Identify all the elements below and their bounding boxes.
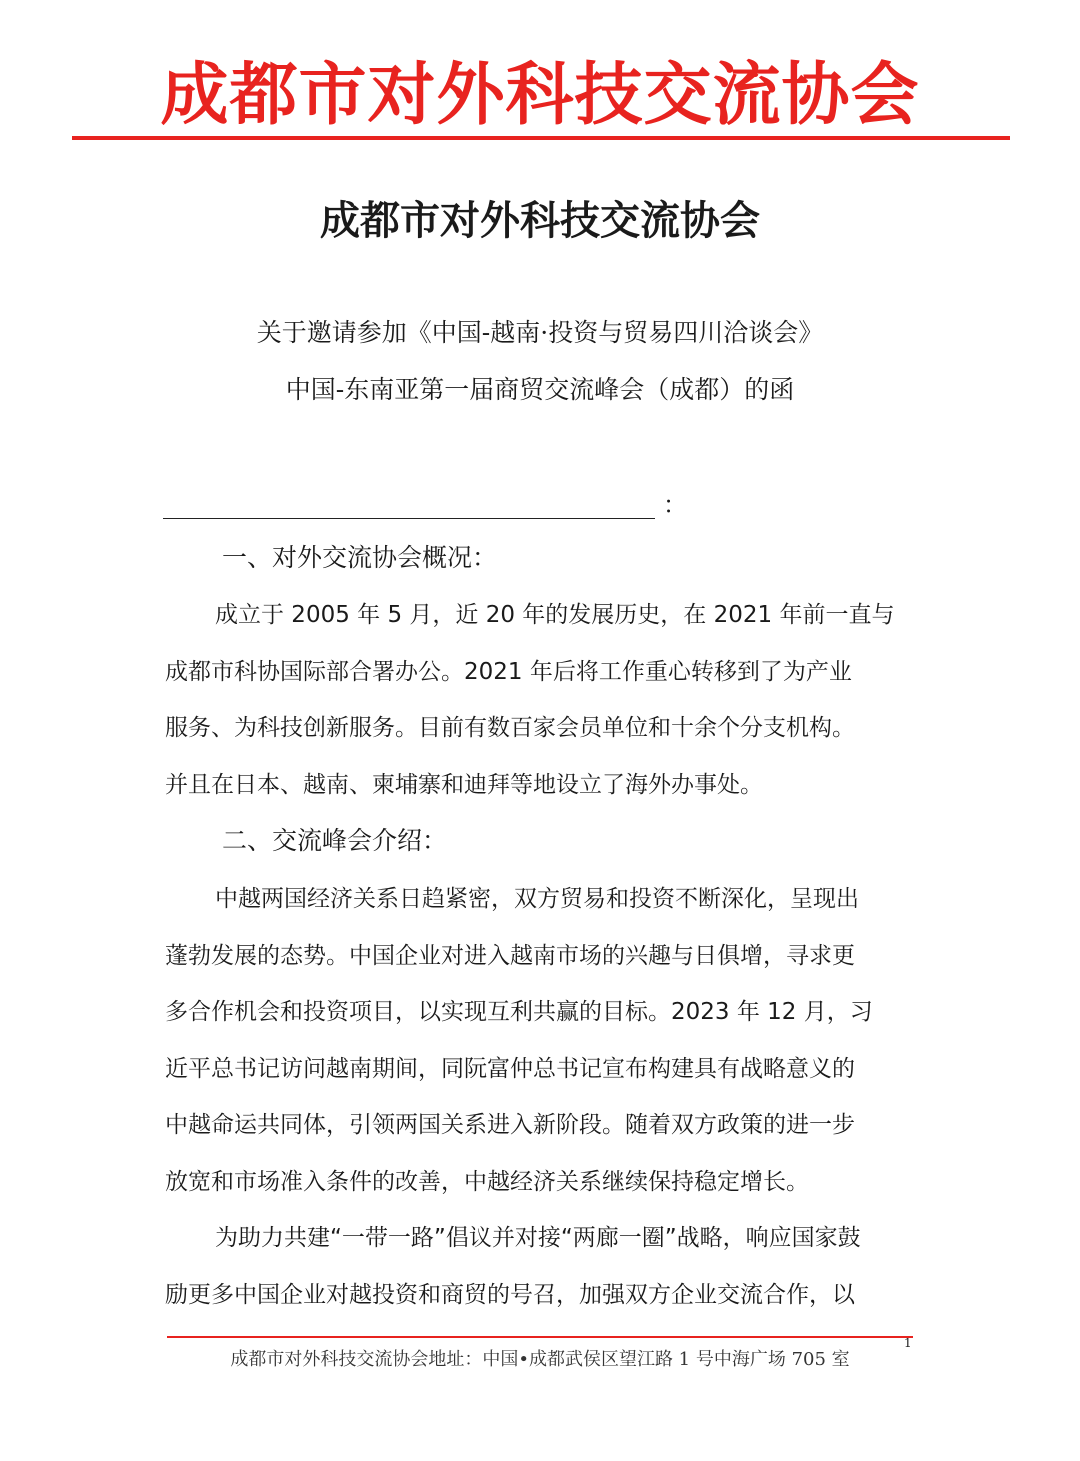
paragraph-line: 蓬勃发展的态势。中国企业对进入越南市场的兴趣与日俱增，寻求更 (165, 942, 855, 969)
footer-red-rule (167, 1336, 913, 1338)
subject-line-2: 中国-东南亚第一届商贸交流峰会（成都）的函 (285, 375, 795, 404)
subject-line-1: 关于邀请参加《中国-越南·投资与贸易四川洽谈会》 (256, 318, 824, 347)
document-org-title: 成都市对外科技交流协会 (320, 197, 760, 244)
paragraph-line: 服务、为科技创新服务。目前有数百家会员单位和十余个分支机构。 (165, 715, 855, 741)
footer-address: 成都市对外科技交流协会地址：中国•成都武侯区望江路 1 号中海广场 705 室 (230, 1349, 850, 1370)
page-number: 1 (904, 1336, 912, 1350)
paragraph-line: 多合作机会和投资项目，以实现互利共赢的目标。2023 年 12 月，习 (165, 999, 873, 1025)
section-2-heading: 二、交流峰会介绍： (222, 826, 448, 855)
addressee-underline (163, 518, 655, 519)
paragraph-line: 成立于 2005 年 5 月，近 20 年的发展历史，在 2021 年前一直与 (215, 602, 895, 628)
paragraph-line: 近平总书记访问越南期间，同阮富仲总书记宣布构建具有战略意义的 (165, 1055, 855, 1082)
paragraph-line: 放宽和市场准入条件的改善，中越经济关系继续保持稳定增长。 (165, 1168, 809, 1195)
paragraph-line: 成都市科协国际部合署办公。2021 年后将工作重心转移到了为产业 (165, 658, 852, 685)
paragraph-line: 为助力共建“一带一路”倡议并对接“两廊一圈”战略，响应国家鼓 (215, 1225, 861, 1251)
paragraph-line: 并且在日本、越南、柬埔寨和迪拜等地设立了海外办事处。 (165, 771, 763, 798)
section-2-paragraph-1 (165, 871, 917, 1210)
letterhead-title: 成都市对外科技交流协会 (160, 55, 920, 135)
section-2-paragraph-2 (165, 1210, 917, 1323)
paragraph-line: 中越命运共同体，引领两国关系进入新阶段。随着双方政策的进一步 (165, 1112, 855, 1138)
section-1-heading: 一、对外交流协会概况： (222, 543, 498, 572)
letterhead-red-rule (72, 136, 1010, 140)
paragraph-line: 中越两国经济关系日趋紧密，双方贸易和投资不断深化，呈现出 (215, 886, 859, 912)
addressee-colon: ： (663, 491, 687, 519)
paragraph-line: 励更多中国企业对越投资和商贸的号召，加强双方企业交流合作，以 (165, 1281, 855, 1308)
section-1-paragraph (165, 587, 917, 813)
addressee-blank (163, 486, 687, 526)
